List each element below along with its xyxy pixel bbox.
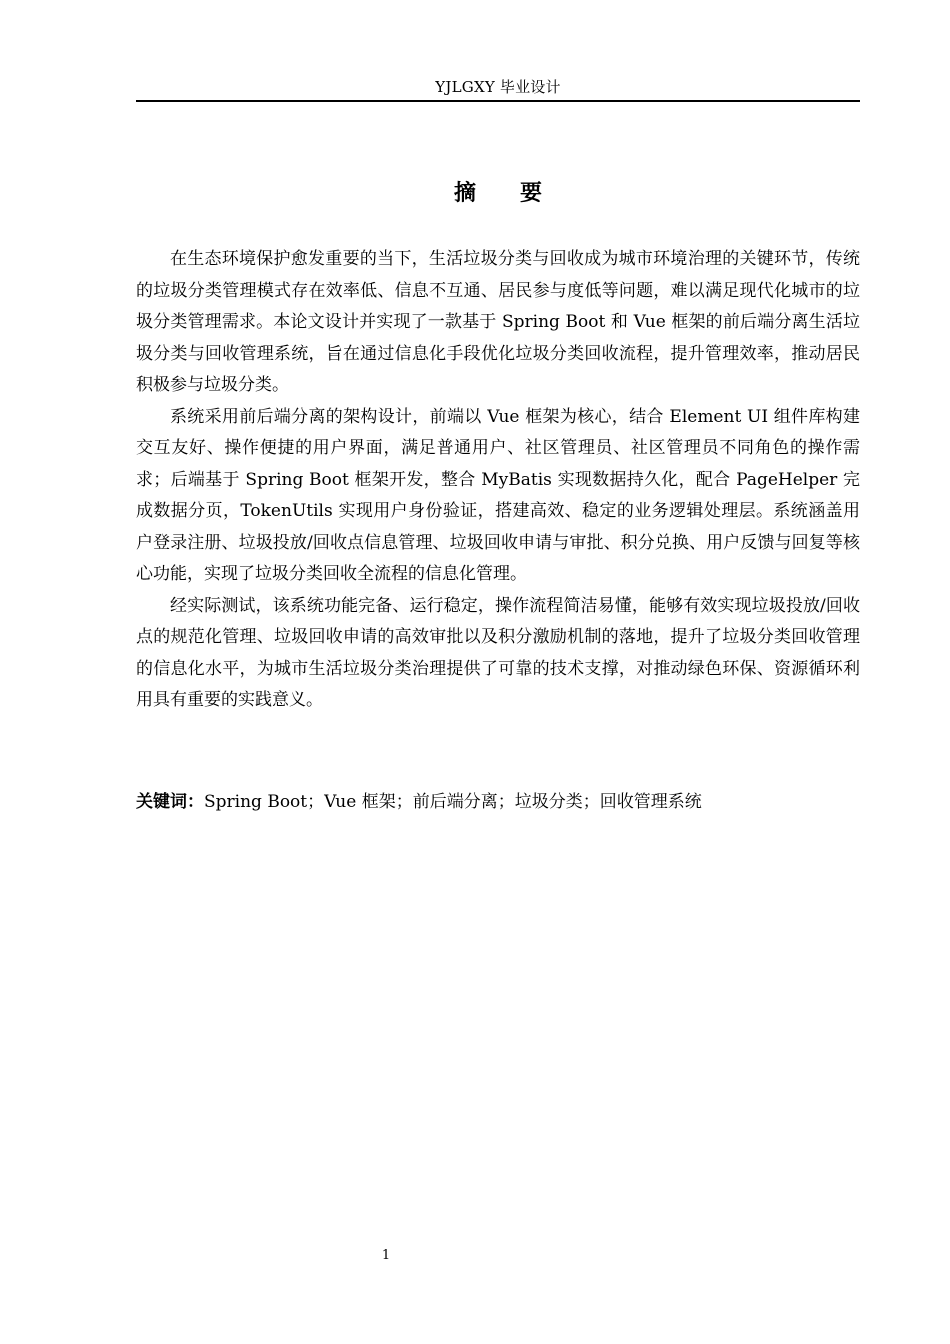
abstract-title-char-2: 要	[520, 180, 543, 206]
abstract-title	[136, 178, 860, 208]
page-number: 1	[381, 1248, 391, 1263]
abstract-title-char-1: 摘	[453, 180, 476, 206]
keywords-line	[136, 788, 860, 816]
keywords-value: Spring Boot；Vue 框架；前后端分离；垃圾分类；回收管理系统	[204, 792, 702, 812]
running-header: YJLGXY 毕业设计	[435, 78, 561, 96]
abstract-paragraph-3: 经实际测试，该系统功能完备、运行稳定，操作流程简洁易懂，能够有效实现垃圾投放/回收点的规范化管理、垃圾回收申请的高效审批以及积分激励机制的落地，提升了垃圾分类回收管理的信息化水平，为城市生活垃圾分类治理提供了可靠的技术支撑，对推动绿色环保、资源循环利用具有重要的实践意义。	[136, 595, 860, 710]
abstract-body	[136, 244, 860, 717]
keywords-label: 关键词：	[136, 792, 204, 812]
abstract-paragraph-1: 在生态环境保护愈发重要的当下，生活垃圾分类与回收成为城市环境治理的关键环节，传统的垃圾分类管理模式存在效率低、信息不互通、居民参与度低等问题，难以满足现代化城市的垃圾分类管理需求。本论文设计并实现了一款基于 Spring Boot 和 Vue 框架的前后端分离生活垃圾分类与回收管理系统，旨在通过信息化手段优化垃圾分类回收流程，提升管理效率，推动居民积极参与垃圾分类。	[136, 249, 860, 395]
abstract-paragraph-2: 系统采用前后端分离的架构设计，前端以 Vue 框架为核心，结合 Element UI 组件库构建交互友好、操作便捷的用户界面，满足普通用户、社区管理员、社区管理员不同角色的操作需求；后端基于 Spring Boot 框架开发，整合 MyBatis 实现数据持久化，配合 PageHelper 完成数据分页，TokenUtils 实现用户身份验证，搭建高效、稳定的业务逻辑处理层。系统涵盖用户登录注册、垃圾投放/回收点信息管理、垃圾回收申请与审批、积分兑换、用户反馈与回复等核心功能，实现了垃圾分类回收全流程的信息化管理。	[136, 406, 860, 584]
header-rule	[136, 100, 860, 102]
